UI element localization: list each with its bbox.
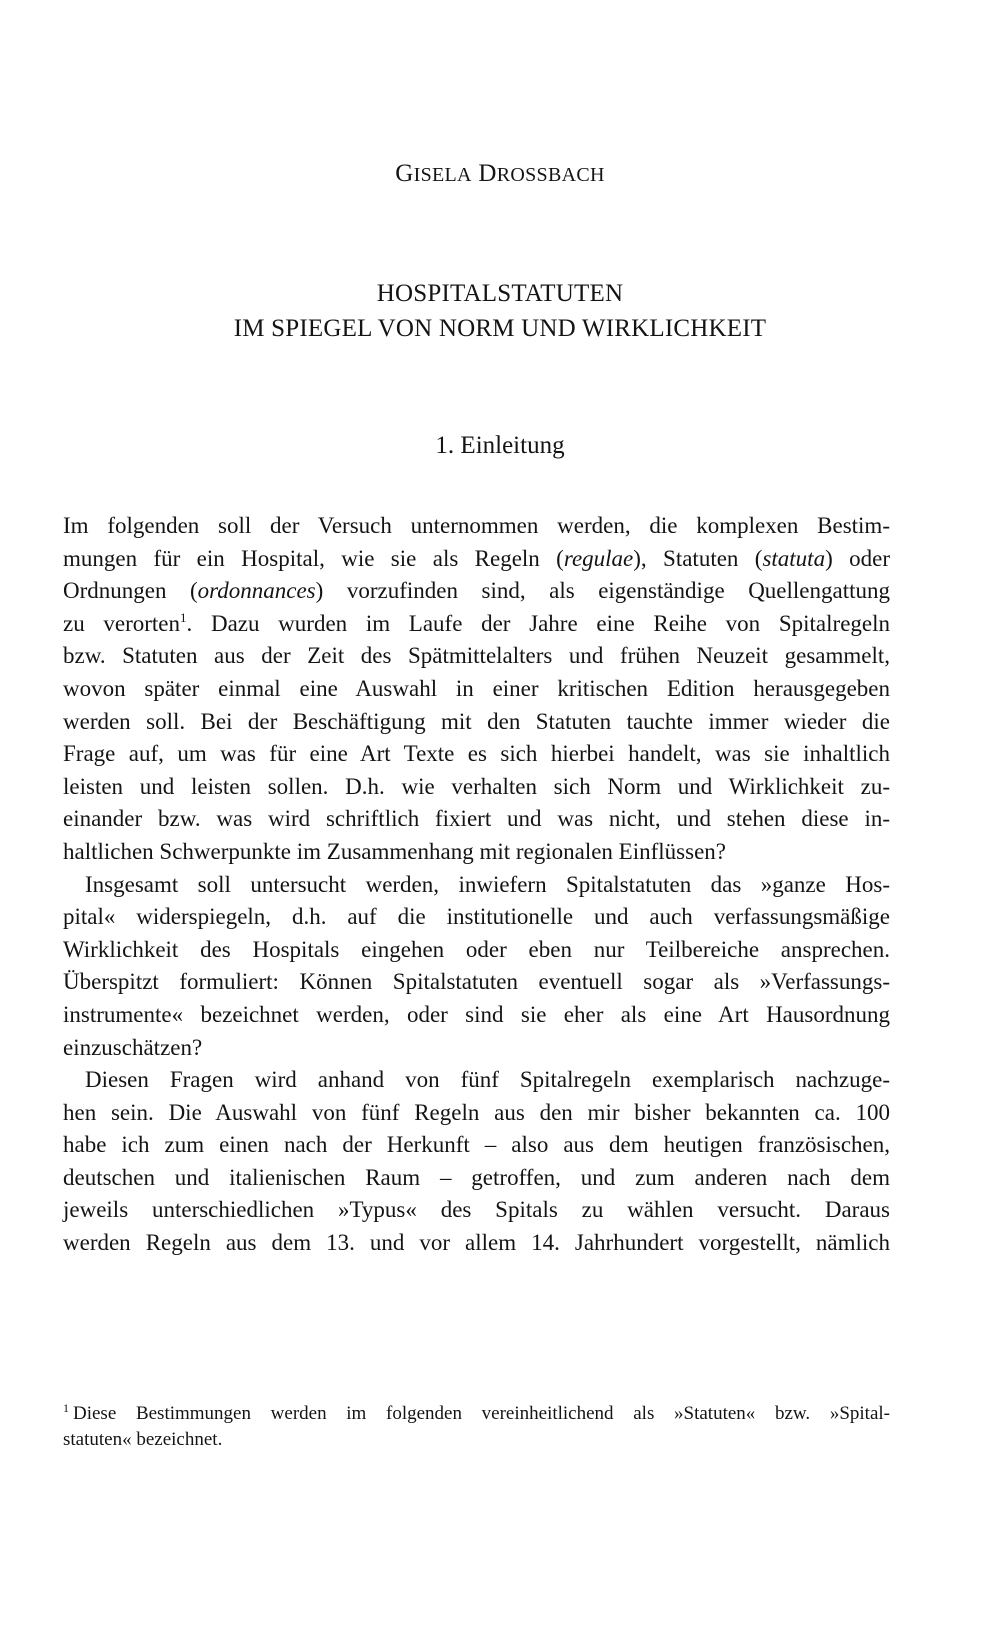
body-line: pital« widerspiegeln, d.h. auf die institutionelle und auch verfassungsmäßige [63, 904, 890, 930]
body-line: haltlichen Schwerpunkte im Zusammenhang mit regionalen Einflüssen? [63, 838, 726, 864]
body-text [63, 510, 890, 1260]
text-run: . Dazu wurden im Laufe der Jahre eine Reihe von Spitalregeln [186, 610, 890, 636]
text-run: ) vorzufinden sind, als eigenständige Quellengattung [315, 578, 890, 604]
body-line [63, 608, 890, 641]
body-line: Im folgenden soll der Versuch unternommen werden, die komplexen Bestim- [63, 513, 890, 538]
text-run: ) oder [825, 545, 890, 571]
title-line-2: IM SPIEGEL VON NORM UND WIRKLICHKEIT [233, 315, 767, 342]
body-line: einzuschätzen? [63, 1034, 203, 1060]
body-line: leisten und leisten sollen. D.h. wie verhalten sich Norm und Wirklichkeit zu- [63, 773, 890, 799]
body-line: Diesen Fragen wird anhand von fünf Spitalregeln exemplarisch nachzuge- [85, 1067, 890, 1093]
body-line: werden Regeln aus dem 13. und vor allem 14. Jahrhundert vorgestellt, nämlich [63, 1230, 890, 1256]
footnote-line [63, 1401, 890, 1427]
text-run: mungen für ein Hospital, wie sie als Regeln ( [63, 545, 564, 571]
text-run: zu verorten [63, 610, 181, 636]
author-last-initial: D [478, 160, 497, 187]
body-line: hen sein. Die Auswahl von fünf Regeln aus den mir bisher bekannten ca. 100 [63, 1099, 890, 1125]
body-line: bzw. Statuten aus der Zeit des Spätmittelalters und frühen Neuzeit gesammelt, [63, 643, 890, 669]
author-first-initial: G [395, 160, 414, 187]
text-run: ), Statuten ( [633, 545, 763, 571]
footnote-mark: 1 [63, 1401, 69, 1415]
footnote [63, 1401, 890, 1453]
body-line: habe ich zum einen nach der Herkunft – also aus dem heutigen französischen, [63, 1132, 890, 1158]
body-line: deutschen und italienischen Raum – getroffen, und zum anderen nach dem [63, 1164, 890, 1190]
author-first-rest: ISELA [413, 164, 472, 186]
author-name [0, 160, 1000, 188]
body-line: Frage auf, um was für eine Art Texte es sich hierbei handelt, was sie inhaltlich [63, 741, 890, 767]
body-line [63, 575, 890, 608]
text-run: Diese Bestimmungen werden im folgenden vereinheitlichend als »Statuten« bzw. »Spital- [73, 1403, 890, 1424]
author-last-rest: ROSSBACH [496, 164, 605, 186]
body-line: wovon später einmal eine Auswahl in einer kritischen Edition herausgegeben [63, 675, 890, 701]
body-line: Überspitzt formuliert: Können Spitalstatuten eventuell sogar als »Verfassungs- [63, 969, 890, 995]
italic-term: regulae [563, 545, 634, 571]
text-run: Ordnungen ( [63, 578, 198, 604]
title-line-1: HOSPITALSTATUTEN [376, 280, 624, 307]
body-line: einander bzw. was wird schriftlich fixiert und was nicht, und stehen diese in- [63, 806, 890, 832]
article-title [0, 276, 1000, 346]
italic-term: statuta [762, 545, 826, 571]
body-line: Wirklichkeit des Hospitals eingehen oder eben nur Teilbereiche ansprechen. [63, 936, 890, 962]
body-line [63, 543, 890, 576]
body-line: jeweils unterschiedlichen »Typus« des Spitals zu wählen versucht. Daraus [63, 1197, 890, 1223]
body-line: instrumente« bezeichnet werden, oder sind sie eher als eine Art Hausordnung [63, 1001, 890, 1027]
footnote-line: statuten« bezeichnet. [63, 1429, 223, 1450]
section-heading: 1. Einleitung [435, 432, 565, 459]
body-line: werden soll. Bei der Beschäftigung mit den Statuten tauchte immer wieder die [63, 708, 890, 734]
italic-term: ordonnances [197, 578, 316, 604]
body-line: Insgesamt soll untersucht werden, inwiefern Spitalstatuten das »ganze Hos- [85, 871, 890, 897]
footnote-reference[interactable]: 1 [180, 609, 187, 625]
